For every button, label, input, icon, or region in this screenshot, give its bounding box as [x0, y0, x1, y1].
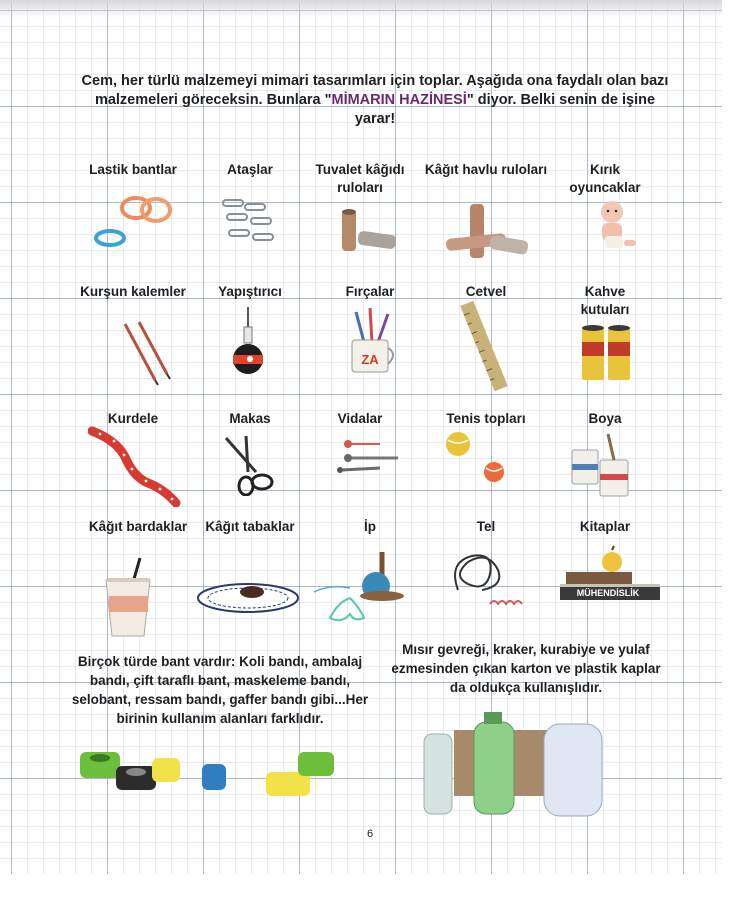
item-label-ruler: Cetvel	[465, 284, 507, 299]
screws-icon	[336, 436, 406, 480]
item-label-rubber-bands: Lastik bantlar	[89, 162, 177, 177]
packaging-containers-icon	[420, 712, 610, 820]
item-label-towel-rolls: Kâğıt havlu ruloları	[424, 162, 548, 177]
page-number: 6	[366, 828, 374, 840]
ruler-icon	[455, 300, 525, 392]
item-label-paper-clips: Ataşlar	[227, 162, 273, 177]
page-bottom-margin	[0, 874, 749, 906]
toilet-paper-rolls-icon	[330, 205, 400, 255]
mug-text: ZA	[361, 352, 379, 367]
item-label-coffee-cans: Kahve kutuları	[580, 284, 630, 317]
rubber-bands-icon	[88, 190, 188, 254]
item-label-paper-cups: Kâğıt bardaklar	[88, 519, 188, 534]
item-label-glue: Yapıştırıcı	[218, 284, 282, 299]
page-right-margin	[722, 0, 749, 906]
item-label-pencils: Kurşun kalemler	[80, 284, 186, 299]
item-label-paper-plates: Kâğıt tabaklar	[205, 519, 295, 534]
top-shadow	[0, 0, 749, 18]
yarn-spool-icon	[310, 548, 414, 628]
scissors-icon	[218, 432, 282, 496]
item-label-paint: Boya	[588, 411, 622, 426]
coffee-cans-icon	[578, 322, 640, 386]
broken-doll-icon	[590, 196, 640, 256]
tennis-balls-icon	[444, 428, 510, 490]
item-label-scissors: Makas	[229, 411, 271, 426]
tape-paragraph: Birçok türde bant vardır: Koli bandı, ambalaj bandı, çift taraflı bant, maskeleme bandı, selobant, ressam bandı, gaffer bandı gibi...Her birinin kullanım alanları farklıdır.	[71, 654, 369, 726]
intro-text: Cem, her türlü malzemeyi mimari tasarımları için toplar. Aşağıda ona faydalı olan bazı malzemeleri göreceksin. Bunlara "MİMARIN HAZİNESİ" diyor. Belki senin de işine yarar!	[81, 73, 669, 127]
item-label-tennis-balls: Tenis topları	[446, 411, 526, 426]
packaging-paragraph: Mısır gevreği, kraker, kurabiye ve yulaf ezmesinden çıkan karton ve plastik kaplar da oldukça kullanışlıdır.	[391, 642, 661, 695]
item-label-ribbon: Kurdele	[107, 411, 159, 426]
book-title-text: MÜHENDİSLİK	[576, 588, 640, 598]
paper-cup-icon	[100, 556, 158, 640]
highlight-title: MİMARIN HAZİNESİ	[331, 92, 467, 108]
paper-plate-icon	[196, 576, 300, 616]
wire-icon	[440, 548, 540, 610]
item-label-books: Kitaplar	[579, 519, 631, 534]
paper-towel-rolls-icon	[440, 200, 535, 262]
item-label-brushes: Fırçalar	[345, 284, 395, 299]
brushes-mug-icon	[342, 304, 402, 376]
item-label-broken-toys: Kırık oyuncaklar	[569, 162, 641, 195]
ribbon-icon	[88, 425, 183, 507]
item-label-wire: Tel	[476, 519, 496, 534]
item-label-string: İp	[364, 519, 376, 534]
paint-cans-icon	[568, 430, 638, 500]
glue-bottle-icon	[228, 305, 268, 379]
paper-clips-icon	[215, 190, 285, 254]
item-label-screws: Vidalar	[337, 411, 383, 426]
item-label-toilet-rolls: Tuvalet kâğıdı ruloları	[315, 162, 405, 195]
pencils-icon	[115, 318, 175, 388]
books-apple-icon	[556, 542, 664, 614]
tape-rolls-icon	[76, 744, 346, 800]
